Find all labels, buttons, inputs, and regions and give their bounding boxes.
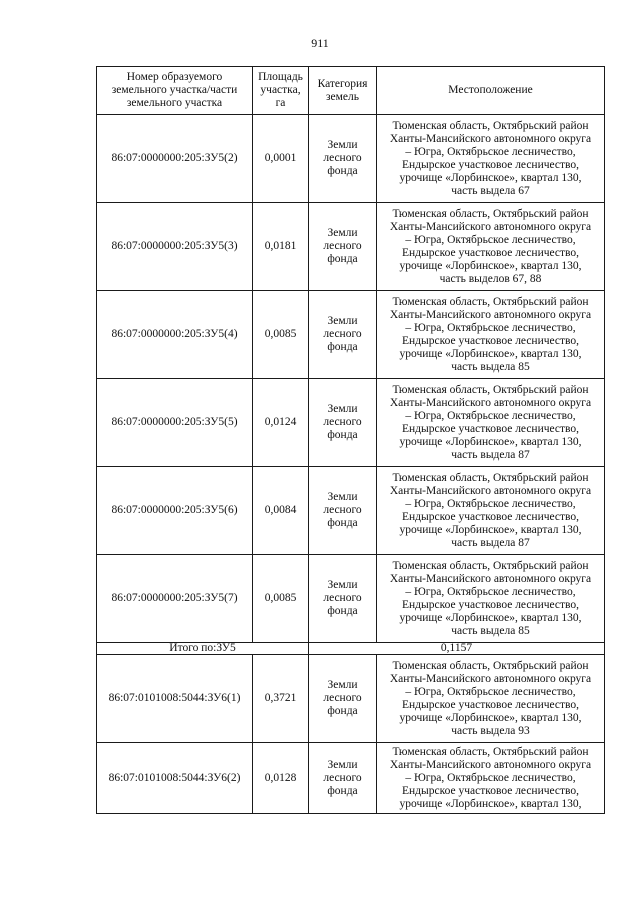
cell-parcel-number: 86:07:0101008:5044:ЗУ6(1) — [97, 655, 253, 743]
cell-parcel-number: 86:07:0000000:205:ЗУ5(3) — [97, 203, 253, 291]
total-row — [97, 643, 605, 655]
header-area: Площадь участка, га — [253, 67, 309, 115]
location-text: Тюменская область, Октябрьский район Ханты-Мансийского автономного округа – Югра, Октябрьское лесничество, Ендырское участковое лесничество, урочище «Лорбинское», квартал 130, часть выдела 93 — [389, 659, 592, 737]
cell-category: Земли лесного фонда — [309, 379, 377, 467]
location-text: Тюменская область, Октябрьский район Ханты-Мансийского автономного округа – Югра, Октябрьское лесничество, Ендырское участковое лесничество, урочище «Лорбинское», квартал 130, часть выдела 67 — [389, 119, 592, 197]
table-row — [97, 291, 605, 379]
cell-area: 0,0001 — [253, 115, 309, 203]
cell-parcel-number: 86:07:0000000:205:ЗУ5(5) — [97, 379, 253, 467]
cell-category: Земли лесного фонда — [309, 555, 377, 643]
cell-area: 0,0181 — [253, 203, 309, 291]
cell-category: Земли лесного фонда — [309, 291, 377, 379]
cell-location — [377, 291, 605, 379]
cell-location — [377, 379, 605, 467]
cell-location — [377, 115, 605, 203]
table-row — [97, 467, 605, 555]
cell-category: Земли лесного фонда — [309, 655, 377, 743]
total-label: Итого по:ЗУ5 — [97, 643, 309, 655]
cell-location — [377, 203, 605, 291]
cell-area: 0,0085 — [253, 291, 309, 379]
cell-category: Земли лесного фонда — [309, 115, 377, 203]
location-text: Тюменская область, Октябрьский район Ханты-Мансийского автономного округа – Югра, Октябрьское лесничество, Ендырское участковое лесничество, урочище «Лорбинское», квартал 130, часть выдела 87 — [389, 471, 592, 549]
cell-area: 0,0124 — [253, 379, 309, 467]
cell-location — [377, 467, 605, 555]
land-parcel-table — [96, 66, 605, 814]
table-row — [97, 115, 605, 203]
cell-location — [377, 555, 605, 643]
location-text: Тюменская область, Октябрьский район Ханты-Мансийского автономного округа – Югра, Октябрьское лесничество, Ендырское участковое лесничество, урочище «Лорбинское», квартал 130, часть выдела 85 — [389, 559, 592, 637]
location-text: Тюменская область, Октябрьский район Ханты-Мансийского автономного округа – Югра, Октябрьское лесничество, Ендырское участковое лесничество, урочище «Лорбинское», квартал 130, часть выдела 87 — [389, 383, 592, 461]
header-parcel-number: Номер образуемого земельного участка/части земельного участка — [97, 67, 253, 115]
location-text: Тюменская область, Октябрьский район Ханты-Мансийского автономного округа – Югра, Октябрьское лесничество, Ендырское участковое лесничество, урочище «Лорбинское», квартал 130, часть выдела 85 — [389, 295, 592, 373]
page-number: 911 — [311, 36, 329, 50]
table-row — [97, 555, 605, 643]
cell-location — [377, 743, 605, 814]
total-value: 0,1157 — [309, 643, 605, 655]
cell-area: 0,3721 — [253, 655, 309, 743]
table-row — [97, 743, 605, 814]
table-row — [97, 379, 605, 467]
cell-category: Земли лесного фонда — [309, 743, 377, 814]
cell-parcel-number: 86:07:0000000:205:ЗУ5(2) — [97, 115, 253, 203]
cell-area: 0,0084 — [253, 467, 309, 555]
header-location: Местоположение — [377, 67, 605, 115]
cell-area: 0,0128 — [253, 743, 309, 814]
cell-category: Земли лесного фонда — [309, 467, 377, 555]
cell-parcel-number: 86:07:0000000:205:ЗУ5(6) — [97, 467, 253, 555]
cell-area: 0,0085 — [253, 555, 309, 643]
cell-parcel-number: 86:07:0000000:205:ЗУ5(4) — [97, 291, 253, 379]
table-row — [97, 203, 605, 291]
table-header-row — [97, 67, 605, 115]
cell-parcel-number: 86:07:0000000:205:ЗУ5(7) — [97, 555, 253, 643]
table-row — [97, 655, 605, 743]
location-text: Тюменская область, Октябрьский район Ханты-Мансийского автономного округа – Югра, Октябрьское лесничество, Ендырское участковое лесничество, урочище «Лорбинское», квартал 130, — [389, 745, 592, 810]
cell-parcel-number: 86:07:0101008:5044:ЗУ6(2) — [97, 743, 253, 814]
cell-location — [377, 655, 605, 743]
header-category: Категория земель — [309, 67, 377, 115]
cell-category: Земли лесного фонда — [309, 203, 377, 291]
location-text: Тюменская область, Октябрьский район Ханты-Мансийского автономного округа – Югра, Октябрьское лесничество, Ендырское участковое лесничество, урочище «Лорбинское», квартал 130, часть выделов 67, 88 — [389, 207, 592, 285]
